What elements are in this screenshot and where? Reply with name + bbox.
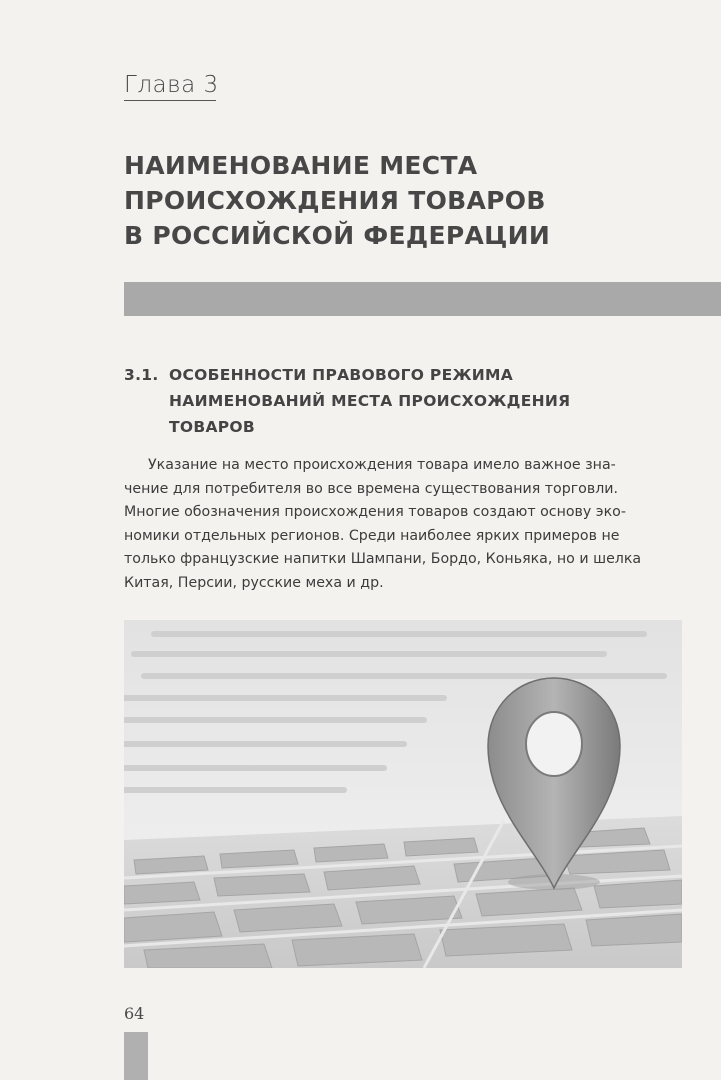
body-line: номики отдельных регионов. Среди наиболее ярких примеров не bbox=[124, 527, 620, 544]
chapter-title-line: В РОССИЙСКОЙ ФЕДЕРАЦИИ bbox=[124, 221, 551, 250]
chapter-title-line: ПРОИСХОЖДЕНИЯ ТОВАРОВ bbox=[124, 186, 546, 215]
section-title bbox=[169, 362, 669, 440]
body-line: Китая, Персии, русские меха и др. bbox=[124, 574, 384, 591]
section-title-line: ОСОБЕННОСТИ ПРАВОВОГО РЕЖИМА bbox=[169, 366, 514, 384]
section-title-line: НАИМЕНОВАНИЙ МЕСТА ПРОИСХОЖДЕНИЯ bbox=[169, 392, 571, 410]
page-edge-tab bbox=[124, 1032, 148, 1080]
chapter-title-line: НАИМЕНОВАНИЕ МЕСТА bbox=[124, 151, 478, 180]
chapter-title bbox=[124, 148, 684, 253]
body-line: только французские напитки Шампани, Бордо, Коньяка, но и шелка bbox=[124, 551, 642, 567]
body-line: Многие обозначения происхождения товаров создают основу эко- bbox=[124, 504, 626, 520]
figure-location-pin-map bbox=[124, 620, 682, 968]
chapter-label-underline bbox=[124, 100, 216, 101]
body-line: чение для потребителя во все времена существования торговли. bbox=[124, 480, 618, 497]
section-number: 3.1. bbox=[124, 366, 159, 384]
page-number: 64 bbox=[124, 1004, 145, 1023]
decorative-band bbox=[124, 282, 721, 316]
body-paragraph bbox=[124, 454, 684, 595]
chapter-label: Глава 3 bbox=[124, 72, 219, 98]
section-title-line: ТОВАРОВ bbox=[169, 418, 256, 436]
body-line: Указание на место происхождения товара имело важное зна- bbox=[148, 457, 616, 473]
map-illustration bbox=[124, 620, 682, 968]
